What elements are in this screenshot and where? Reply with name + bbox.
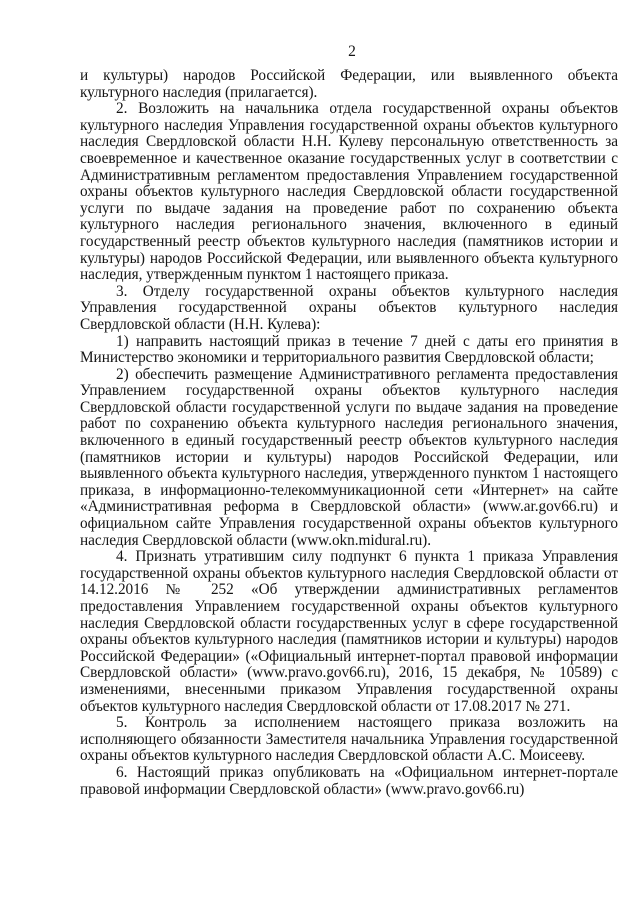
paragraph-item-5: 5. Контроль за исполнением настоящего приказа возложить на исполняющего обязанности Заместителя начальника Управления государственной охраны объектов культурного наследия Свердловской области А.С. Моисееву. — [80, 714, 618, 765]
paragraph-item-3-1: 1) направить настоящий приказ в течение 7 дней с даты его принятия в Министерство экономики и территориального развития Свердловской области; — [80, 332, 618, 367]
paragraph-item-6: 6. Настоящий приказ опубликовать на «Официальном интернет-портале правовой информации Свердловской области» (www.pravo.gov66.ru) — [80, 763, 618, 798]
paragraph-item-2: 2. Возложить на начальника отдела государственной охраны объектов культурного наследия Управления государственной охраны объектов культурного наследия Свердловской области Н.Н. Кулеву персональную ответственность за своевременное и качественное оказание государственных услуг в соответствии с Административным регламентом предоставления Управлением государственной охраны объектов культурного наследия Свердловской области государственной услуги по выдаче задания на проведение работ по сохранению объекта культурного наследия регионального значения, включенного в единый государственный реестр объектов культурного наследия (памятников истории и культуры) народов Российской Федерации, или выявленного объекта культурного наследия, утвержденным пунктом 1 настоящего приказа. — [80, 100, 618, 284]
page-number: 2 — [348, 43, 356, 60]
paragraph-item-3: 3. Отделу государственной охраны объектов культурного наследия Управления государственной охраны объектов культурного наследия Свердловской области (Н.Н. Кулева): — [80, 282, 618, 333]
paragraph-continuation: и культуры) народов Российской Федерации, или выявленного объекта культурного наследия (прилагается). — [80, 67, 618, 101]
paragraph-item-4: 4. Признать утратившим силу подпункт 6 пункта 1 приказа Управления государственной охраны объектов культурного наследия Свердловской области от 14.12.2016 № 252 «Об утверждении административных регламентов предоставления Управлением государственной охраны объектов культурного наследия Свердловской области государственных услуг в сфере государственной охраны объектов культурного наследия (памятников истории и культуры) народов Российской Федерации» («Официальный интернет-портал правовой информации Свердловской области» (www.pravo.gov66.ru), 2016, 15 декабря, № 10589) с изменениями, внесенными приказом Управления государственной охраны объектов культурного наследия Свердловской области от 17.08.2017 № 271. — [80, 548, 618, 715]
paragraph-item-3-2: 2) обеспечить размещение Административного регламента предоставления Управлением государственной охраны объектов культурного наследия Свердловской области государственной услуги по выдаче задания на проведение работ по сохранению объекта культурного наследия регионального значения, включенного в единый государственный реестр объектов культурного наследия (памятников истории и культуры) народов Российской Федерации, или выявленного объекта культурного наследия, утвержденного пунктом 1 настоящего приказа, в информационно-телекоммуникационной сети «Интернет» на сайте «Административная реформа в Свердловской области» (www.ar.gov66.ru) и официальном сайте Управления государственной охраны объектов культурного наследия Свердловской области (www.okn.midural.ru). — [80, 365, 618, 549]
